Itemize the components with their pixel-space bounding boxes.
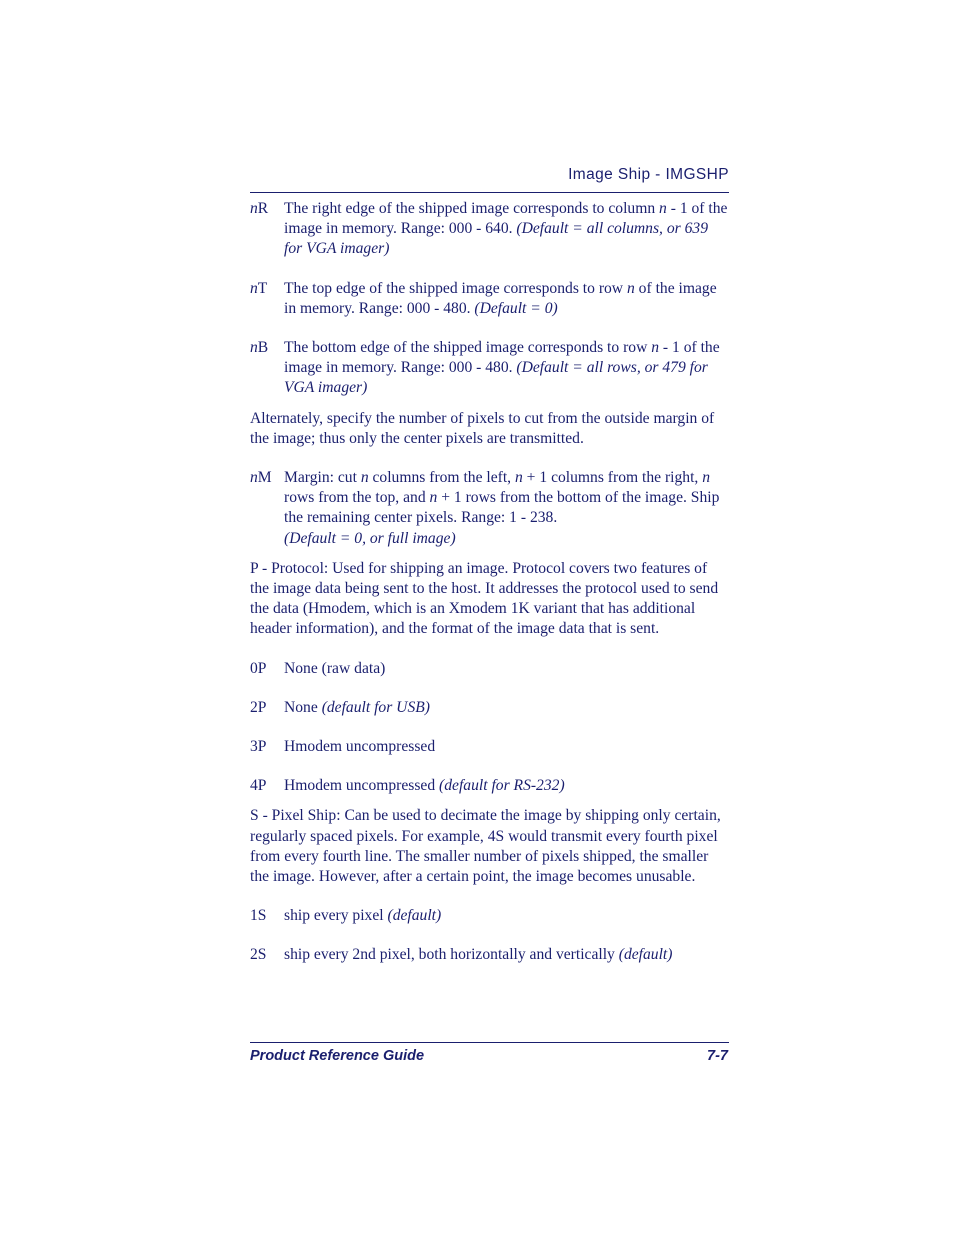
protocol-code: 0P [250,659,267,677]
protocol-description [284,659,730,679]
desc-variable: n [360,469,369,487]
code-variable: n [250,200,258,217]
parameter-code [250,199,284,260]
parameter-description [284,199,730,260]
footer-rule [250,1042,729,1043]
footer-guide-title: Product Reference Guide [250,1048,425,1064]
default-note: (Default = all columns, or 639 for VGA imager) [284,220,708,258]
desc-text: - 1 of the image in memory. Range: 000 - 480. [284,339,720,377]
code-variable: n [250,339,258,357]
pixel-ship-description [284,906,730,926]
protocol-entry [250,776,730,796]
code-variable: n [250,279,258,297]
default-note: (default) [387,907,442,925]
protocol-description [284,776,730,796]
desc-text: Margin: cut [284,469,361,487]
desc-text: ship every pixel [284,907,388,925]
pixel-ship-entry [250,945,730,965]
parameter-code [250,338,284,399]
parameter-entry-margin [250,468,730,549]
desc-variable: n [429,489,438,507]
default-note: (Default = 0, or full image) [284,529,456,547]
header-rule [250,192,729,193]
desc-text: rows from the top, and [284,489,430,507]
parameter-description [284,468,730,549]
desc-text: + 1 columns from the right, [522,469,703,487]
desc-text: The bottom edge of the shipped image corresponds to row [284,339,652,357]
desc-text: ship every 2nd pixel, both horizontally and vertically [284,946,619,964]
pixel-ship-entry [250,906,730,926]
code-suffix: B [257,339,269,357]
protocol-description [284,737,730,757]
desc-text: of the image in memory. Range: 000 - 480. [284,279,717,317]
alternately-paragraph: Alternately, specify the number of pixels to cut from the outside margin of the image; thus only the center pixels are transmitted. [250,409,715,447]
pixel-ship-paragraph: S - Pixel Ship: Can be used to decimate the image by shipping only certain, regularly spaced pixels. For example, 4S would transmit every fourth pixel from every fourth line. The smaller number of pixels shipped, the smaller the image. However, after a certain point, the image becomes unusable. [250,807,721,886]
desc-text: Hmodem uncompressed [284,738,436,756]
desc-text: The right edge of the shipped image corresponds to column [284,200,660,217]
parameter-entry-top-edge [250,279,730,319]
code-suffix: R [257,200,269,217]
protocol-code: 4P [250,777,267,795]
default-note: (default) [618,946,673,964]
page-content [250,199,730,985]
default-note: (default for RS-232) [439,777,565,795]
desc-text: None [284,698,322,716]
desc-text: + 1 rows from the bottom of the image. Ship the remaining center pixels. Range: 1 - 238. [284,489,720,527]
parameter-description [284,279,730,319]
desc-text: columns from the left, [368,469,515,487]
desc-text: - 1 of the image in memory. Range: 000 - 640. [284,200,728,238]
default-note: (Default = 0) [474,299,558,317]
desc-text: None (raw data) [284,659,386,677]
pixel-ship-code: 2S [250,946,267,964]
desc-variable: n [651,339,660,357]
desc-text: The top edge of the shipped image corresponds to row [284,279,627,297]
protocol-code: 3P [250,738,267,756]
desc-variable: n [514,469,523,487]
protocol-entry [250,659,730,679]
page-header-title: Image Ship - IMGSHP [568,166,729,183]
parameter-entry-bottom-edge [250,338,730,399]
parameter-code [250,468,284,549]
footer-page-number: 7-7 [707,1048,728,1064]
desc-text: Hmodem uncompressed [284,777,440,795]
protocol-code: 2P [250,698,267,716]
pixel-ship-description [284,945,730,965]
parameter-code [250,279,284,319]
pixel-ship-code: 1S [250,907,267,925]
code-suffix: M [257,469,272,487]
default-note: (Default = all rows, or 479 for VGA imager) [284,359,708,397]
code-suffix: T [257,279,268,297]
protocol-description [284,698,730,718]
default-note: (default for USB) [321,698,430,716]
desc-variable: n [626,279,635,297]
desc-variable: n [702,469,711,487]
protocol-entry [250,698,730,718]
parameter-entry-right-edge [250,199,730,260]
protocol-paragraph: P - Protocol: Used for shipping an image. Protocol covers two features of the image data being sent to the host. It addresses the protocol used to send the data (Hmodem, which is an Xmodem 1K variant that has additional header information), and the format of the image data that is sent. [250,559,719,638]
desc-variable: n [659,200,667,217]
protocol-entry [250,737,730,757]
parameter-description [284,338,730,399]
code-variable: n [250,469,258,487]
